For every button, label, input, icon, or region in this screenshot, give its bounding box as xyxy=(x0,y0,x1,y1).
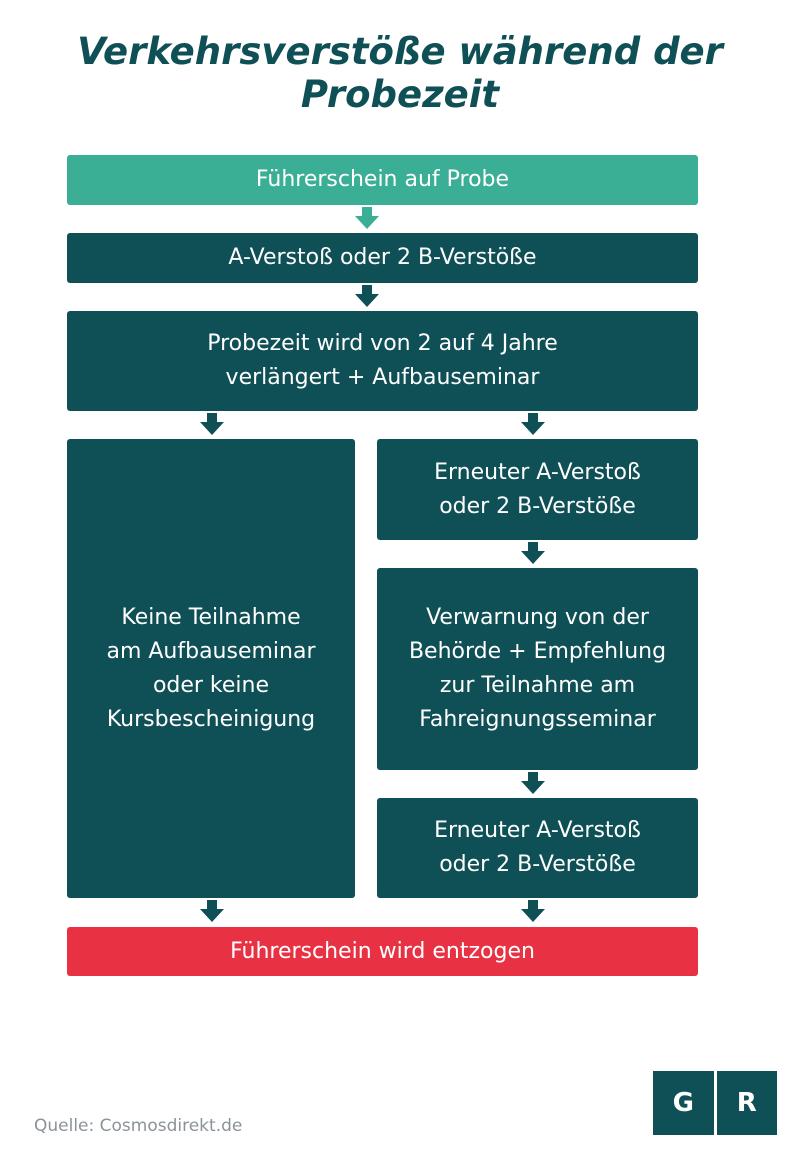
extension-line-1: Probezeit wird von 2 auf 4 Jahre xyxy=(207,331,558,356)
start-box xyxy=(67,155,698,205)
violation-box xyxy=(67,233,698,283)
brand-logo xyxy=(653,1071,777,1135)
repeat-violation-box xyxy=(377,439,698,540)
end-label: Führerschein wird entzogen xyxy=(230,938,535,964)
repeat-violation-box-2 xyxy=(377,798,698,898)
extension-box xyxy=(67,311,698,411)
page-title: Verkehrsverstöße während der Probezeit xyxy=(77,30,723,116)
repeat-violation-line-1: Erneuter A-Verstoß xyxy=(434,459,641,485)
logo-letter-r: R xyxy=(717,1071,778,1135)
logo-letter-g: G xyxy=(653,1071,714,1135)
end-box xyxy=(67,927,698,976)
warning-box xyxy=(377,568,698,770)
warning-line-1: Verwarnung von der xyxy=(426,605,649,630)
violation-label: A-Verstoß oder 2 B-Verstöße xyxy=(228,245,537,270)
repeat-violation-line-2: oder 2 B-Verstöße xyxy=(439,493,636,519)
no-participation-box xyxy=(67,439,355,898)
extension-line-2: verlängert + Aufbauseminar xyxy=(225,365,540,390)
repeat-violation-2-line-1: Erneuter A-Verstoß xyxy=(434,818,641,843)
warning-line-2: Behörde + Empfehlung xyxy=(408,639,667,664)
source-note: Quelle: Cosmosdirekt.de xyxy=(34,1116,243,1136)
repeat-violation-2-line-2: oder 2 B-Verstöße xyxy=(439,852,636,877)
warning-line-4: Fahreignungsseminar xyxy=(419,707,656,732)
no-participation-line-2: am Aufbauseminar xyxy=(106,638,316,664)
no-participation-line-3: oder keine xyxy=(152,672,270,698)
no-participation-line-1: Keine Teilnahme xyxy=(121,604,301,630)
no-participation-line-4: Kursbescheinigung xyxy=(106,706,316,732)
warning-line-3: zur Teilnahme am xyxy=(439,673,636,698)
start-label: Führerschein auf Probe xyxy=(255,167,510,192)
